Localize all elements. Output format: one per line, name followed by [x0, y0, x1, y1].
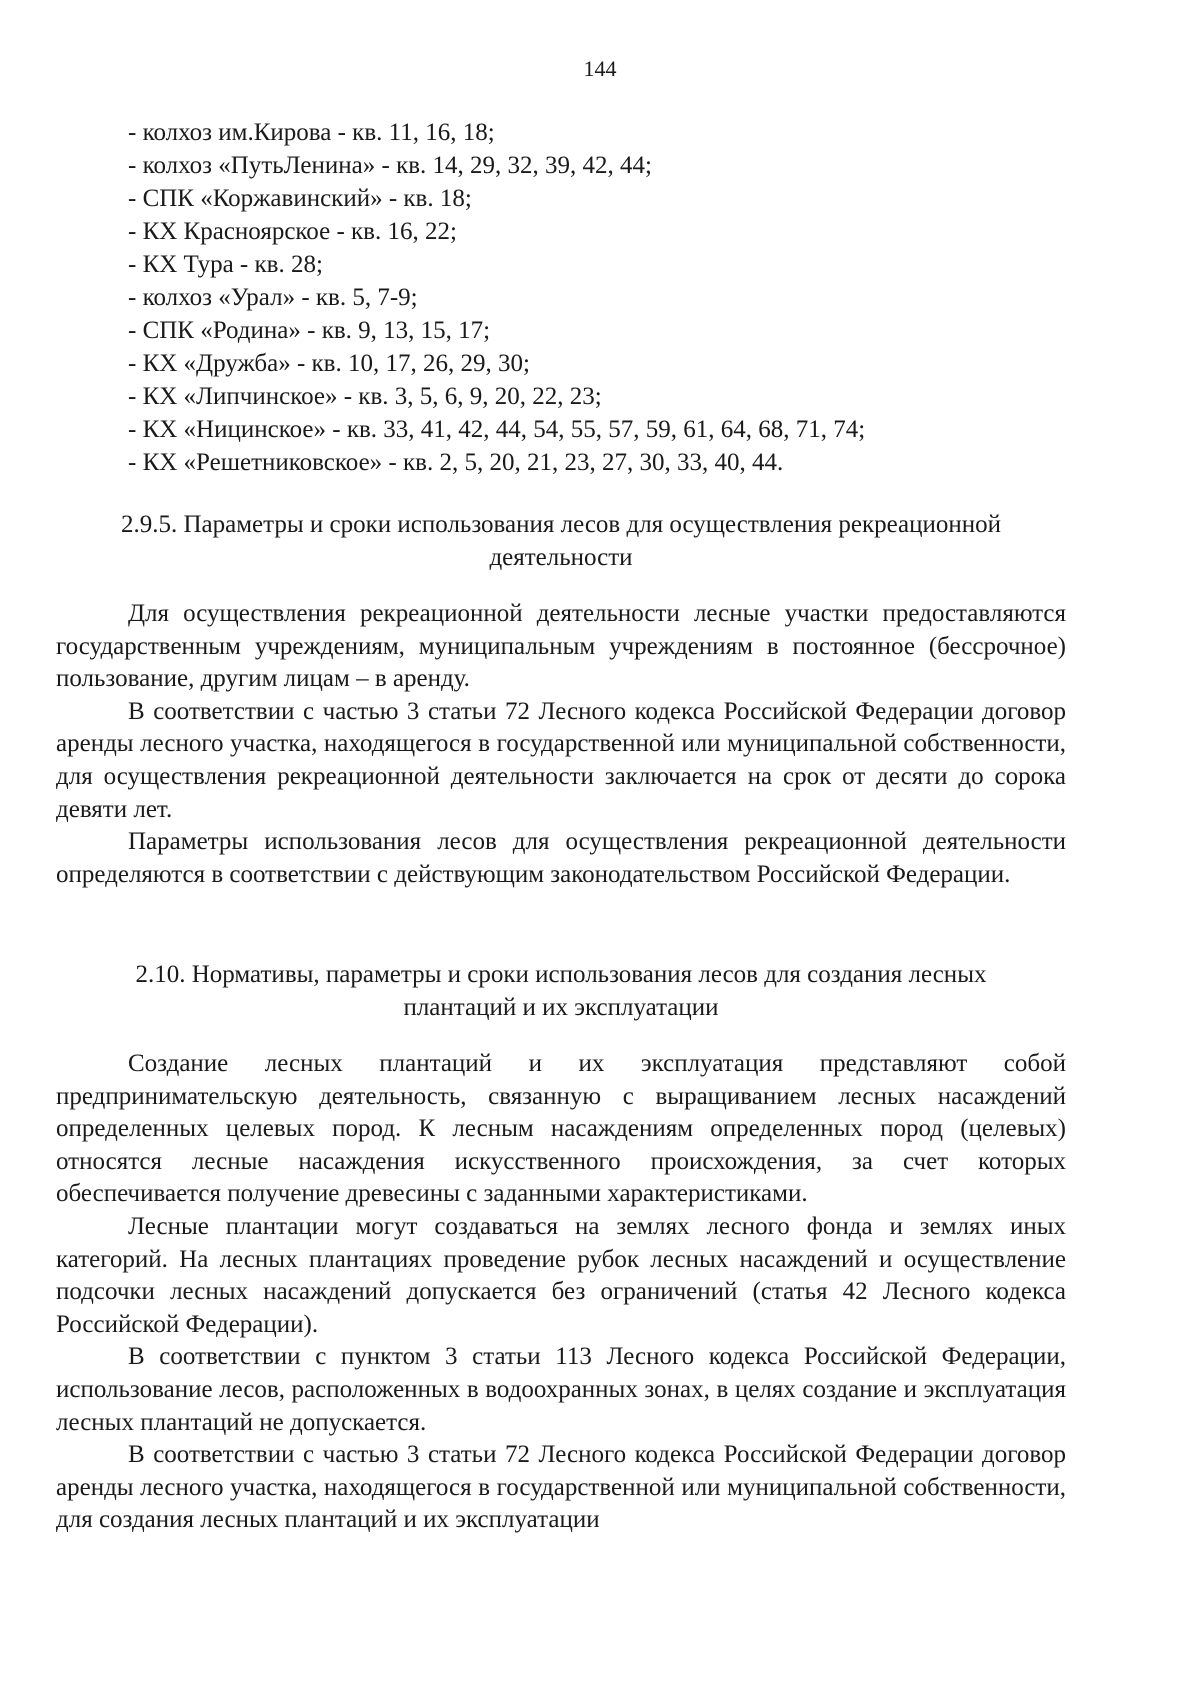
section-heading-line: деятельности: [489, 544, 633, 571]
paragraph: В соответствии с пунктом 3 статьи 113 Лесного кодекса Российской Федерации, использование лесов, расположенных в водоохранных зонах, в целях создание и эксплуатация лесных плантаций не допускается.: [56, 1343, 1066, 1436]
list-item: - колхоз им.Кирова - кв. 11, 16, 18;: [128, 119, 495, 146]
list-item: - КХ «Дружба» - кв. 10, 17, 26, 29, 30;: [128, 350, 530, 377]
list-item: - СПК «Коржавинский» - кв. 18;: [128, 185, 472, 212]
list-item: - КХ Красноярское - кв. 16, 22;: [128, 218, 457, 245]
section-heading-line: 2.9.5. Параметры и сроки использования лесов для осуществления рекреационной: [120, 511, 1001, 538]
list-item: - КХ «Решетниковское» - кв. 2, 5, 20, 21, 23, 27, 30, 33, 40, 44.: [128, 449, 784, 476]
section-body-2-10: [56, 1048, 1066, 1537]
section-heading-line: плантаций и их эксплуатации: [403, 994, 719, 1021]
paragraph: Создание лесных плантаций и их эксплуатация представляют собой предпринимательскую деятельность, связанную с выращиванием лесных насаждений определенных целевых пород. К лесным насаждениям определенных пород (целевых) относятся лесные насаждения искусственного происхождения, за счет которых обеспечивается получение древесины с заданными характеристиками.: [56, 1050, 1066, 1208]
paragraph: В соответствии с частью 3 статьи 72 Лесного кодекса Российской Федерации договор аренды лесного участка, находящегося в государственной или муниципальной собственности, для осуществления рекреационной деятельности заключается на срок от десяти до сорока девяти лет.: [56, 697, 1066, 823]
list-item: - КХ «Ницинское» - кв. 33, 41, 42, 44, 54, 55, 57, 59, 61, 64, 68, 71, 74;: [128, 416, 866, 443]
paragraph: В соответствии с частью 3 статьи 72 Лесного кодекса Российской Федерации договор аренды лесного участка, находящегося в государственной или муниципальной собственности, для создания лесных плантаций и их эксплуатации: [56, 1441, 1066, 1534]
section-heading-line: 2.10. Нормативы, параметры и сроки использования лесов для создания лесных: [135, 961, 987, 988]
paragraph: Параметры использования лесов для осуществления рекреационной деятельности определяются в соответствии с действующим законодательством Российской Федерации.: [56, 828, 1066, 888]
section-body-2-9-5: [56, 598, 1066, 891]
list-item: - КХ Тура - кв. 28;: [128, 251, 323, 278]
paragraph: Лесные плантации могут создаваться на землях лесного фонда и землях иных категорий. На лесных плантациях проведение рубок лесных насаждений и осуществление подсочки лесных насаждений допускается без ограничений (статья 42 Лесного кодекса Российской Федерации).: [56, 1212, 1066, 1338]
section-heading-2-9-5: [56, 508, 1066, 574]
list-item: - колхоз «Урал» - кв. 5, 7-9;: [128, 284, 418, 311]
kolkhoz-list: [128, 116, 1128, 479]
list-item: - СПК «Родина» - кв. 9, 13, 15, 17;: [128, 317, 491, 344]
section-heading-2-10: [56, 958, 1066, 1024]
list-item: - колхоз «ПутьЛенина» - кв. 14, 29, 32, 39, 42, 44;: [128, 152, 652, 179]
paragraph: Для осуществления рекреационной деятельности лесные участки предоставляются государственным учреждениям, муниципальным учреждениям в постоянное (бессрочное) пользование, другим лицам – в аренду.: [56, 600, 1066, 693]
page-number: 144: [583, 56, 617, 81]
list-item: - КХ «Липчинское» - кв. 3, 5, 6, 9, 20, 22, 23;: [128, 383, 602, 410]
